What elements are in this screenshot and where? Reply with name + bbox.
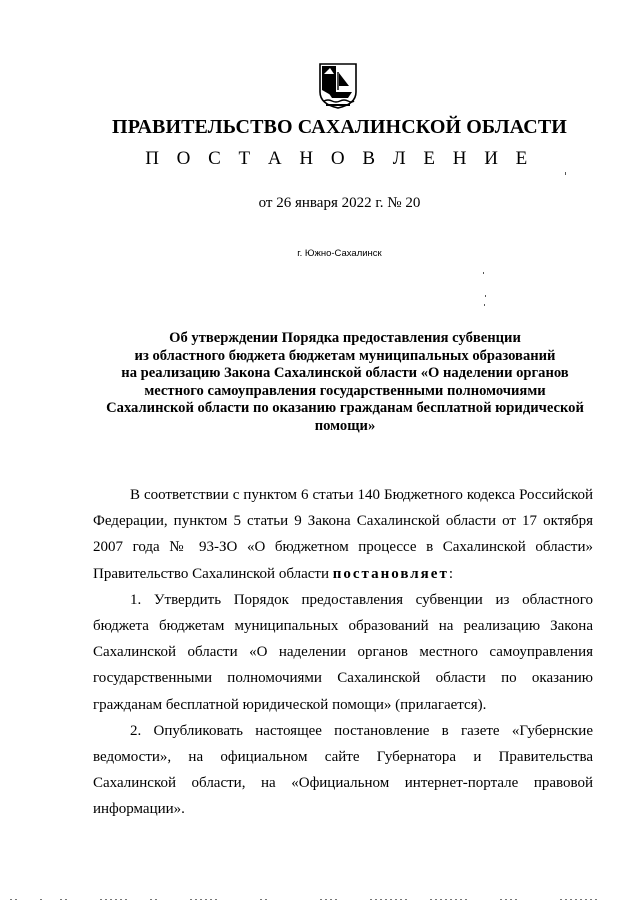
heading-line: местного самоуправления государственными полномочиями [144,382,546,399]
scan-speck [483,272,484,274]
government-name: ПРАВИТЕЛЬСТВО САХАЛИНСКОЙ ОБЛАСТИ [112,116,567,138]
item-2-paragraph: 2. Опубликовать настоящее постановление в газете «Губернские ведомости», на официальном сайте Губернатора и Правительства Сахалинской области, на «Официальном интернет-портале правовой информации». [93,722,593,818]
heading-line: Сахалинской области по оказанию гражданам бесплатной юридической [106,400,584,416]
document-heading [95,330,595,435]
intro-end: : [448,565,453,582]
scan-speck [565,172,566,175]
item-1-paragraph: 1. Утвердить Порядок предоставления субвенции из областного бюджета бюджетам муниципальных образований на реализацию Закона Сахалинской области «О наделении органов местного самоуправления государственными полномочиями Сахалинской области по оказанию гражданам бесплатной юридической помощи» (прилагается). [93,591,593,713]
heading-line: на реализацию Закона Сахалинской области «О наделении органов [121,365,569,381]
sakhalin-coat-of-arms-icon [316,60,360,110]
scan-speck [484,304,485,306]
document-body [93,482,593,823]
document-date: от 26 января 2022 г. № 20 [258,195,421,211]
scan-speck [485,295,486,297]
intro-text: В соответствии с пунктом 6 статьи 140 Бюджетного кодекса Российской Федерации, пунктом 5 статьи 9 Закона Сахалинской области от 17 октября 2007 года № 93-ЗО «О бюджетном процессе в Сахалинской области» Правительство Сахалинской области [93,487,593,582]
decree-keyword: постановляет [332,565,449,582]
heading-line: Об утверждении Порядка предоставления субвенции [169,330,521,346]
intro-paragraph [93,482,593,587]
document-type: П О С Т А Н О В Л Е Н И Е [145,148,534,169]
heading-line: из областного бюджета бюджетам муниципальных образований [134,347,556,364]
scan-edge-noise [0,898,635,901]
document-city: г. Южно-Сахалинск [297,248,382,259]
heading-line: помощи» [314,417,376,434]
